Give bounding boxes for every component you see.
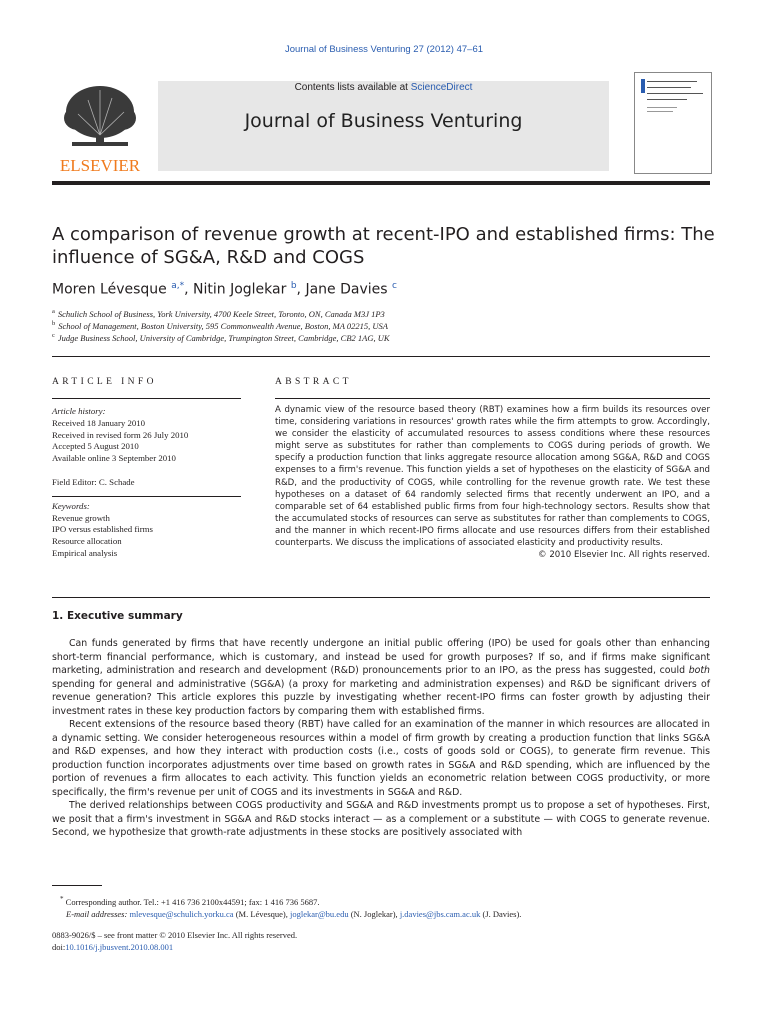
section-heading: 1. Executive summary: [52, 610, 183, 622]
article-info-rule: [52, 398, 241, 399]
header-rule: [52, 181, 710, 185]
keywords-label: Keywords:: [52, 500, 90, 511]
abstract-heading: ABSTRACT: [275, 377, 352, 387]
corresponding-author-text: Corresponding author. Tel.: +1 416 736 2100x44591; fax: 1 416 736 5687.: [65, 896, 320, 907]
paragraph: The derived relationships between COGS productivity and SG&A and R&D investments prompt us to propose a set of hypotheses. First, we posit that a firm's investment in SG&A and R&D stocks interact — as a complement or a substitute — with COGS to generate revenue. Second, we hypothesize that growth-rate adjustments in these stocks are positively associated with: [52, 800, 710, 838]
abstract-copyright: © 2010 Elsevier Inc. All rights reserved.: [538, 550, 710, 561]
abstract-rule: [275, 398, 710, 399]
doi-prefix: doi:: [52, 942, 66, 952]
journal-cover: [634, 72, 712, 174]
affiliation: [52, 320, 388, 331]
history-item: Available online 3 September 2010: [52, 453, 176, 464]
journal-cover-thumbnail-icon: [635, 73, 711, 173]
author-name: Nitin Joglekar: [193, 281, 287, 298]
affiliation-text: Schulich School of Business, York University, 4700 Keele Street, Toronto, ON, Canada M3J 1P3: [57, 308, 385, 319]
paper-title: A comparison of revenue growth at recent-IPO and established firms: The influence of SG&A, R&D and COGS: [52, 224, 715, 268]
affiliation-text: Judge Business School, University of Cambridge, Trumpington Street, Cambridge, CB2 1AG, UK: [57, 332, 390, 343]
affiliation-mark: b: [52, 320, 56, 327]
author-affiliation-mark[interactable]: c: [392, 281, 397, 291]
history-item: Accepted 5 August 2010: [52, 441, 139, 452]
field-editor: Field Editor: C. Schade: [52, 476, 135, 487]
article-info: [52, 406, 242, 560]
sciencedirect-link[interactable]: ScienceDirect: [410, 82, 473, 93]
paragraph-text: Can funds generated by firms that have recently undergone an initial public offering (IPO) be used for goals other than enhancing short-term financial performance, which is customary, and instead be used for growth purposes? If so, and if firms make significant marketing, administration and research and development (R&D) pronouncements prior to an IPO, as the press has suggested, could: [52, 638, 710, 676]
issn-line: 0883-9026/$ – see front matter © 2010 Elsevier Inc. All rights reserved.: [52, 930, 298, 940]
journal-reference[interactable]: Journal of Business Venturing 27 (2012) 47–61: [284, 44, 484, 55]
author-name: Moren Lévesque: [52, 281, 167, 298]
article-info-heading: ARTICLE INFO: [52, 377, 157, 387]
affiliation-text: School of Management, Boston University, 595 Commonwealth Avenue, Boston, MA 02215, USA: [58, 320, 388, 331]
author-separator: ,: [296, 281, 306, 298]
email-link[interactable]: j.davies@jbs.cam.ac.uk: [399, 908, 481, 919]
history-item: Received 18 January 2010: [52, 417, 146, 428]
keywords-rule: [52, 496, 241, 497]
body-text: [52, 637, 710, 840]
email-owner: (M. Lévesque),: [233, 908, 290, 919]
keyword: Revenue growth: [52, 512, 110, 523]
doi-line: [52, 941, 297, 953]
journal-title: Journal of Business Venturing: [244, 110, 523, 132]
email-link[interactable]: mlevesque@schulich.yorku.ca: [129, 908, 234, 919]
keyword: IPO versus established firms: [52, 524, 153, 535]
author-affiliation-mark[interactable]: b: [290, 281, 297, 291]
email-link[interactable]: joglekar@bu.edu: [290, 908, 349, 919]
publisher-name: ELSEVIER: [59, 156, 141, 175]
emphasis: both: [688, 665, 710, 676]
section-divider: [52, 597, 710, 598]
elsevier-logo: [48, 80, 152, 175]
doi-link[interactable]: 10.1016/j.jbusvent.2010.08.001: [65, 942, 174, 952]
front-matter: [52, 929, 297, 953]
footnote-mark: *: [60, 895, 64, 903]
paragraph-text: spending for general and administrative (SG&A) (a proxy for marketing and administration expenses) and R&D be significant drivers of revenue generation? This article explores this puzzle by investigating whether recent-IPO firms can foster growth by adjusting their investment rates in these key production factors by comparing them with established firms.: [52, 678, 710, 717]
author-affiliation-mark[interactable]: a,*: [171, 281, 185, 291]
email-owner: (N. Joglekar),: [348, 908, 400, 919]
author-separator: ,: [184, 281, 194, 298]
footnote-rule: [52, 885, 102, 886]
paragraph: [52, 637, 710, 718]
abstract-text: A dynamic view of the resource based theory (RBT) examines how a firm builds its resources over time, considering variations in resources' growth rates while the firm attempts to grow. Accordingly, we consider the elasticity of accumulated resources to assess conditions where these resources might serve as substitutes for rather than complements to COGS during periods of growth. We specify a production function that links aggregate resource allocation among SG&A, R&D and COGS expenses to a firm's revenue. This function yields a set of hypotheses on the elasticity of SG&A and R&D, and the productivity of COGS, while controlling for the revenue growth rate. We test these hypotheses on a dataset of 64 randomly selected firms that recently underwent an IPO, and a comparable set of 64 established public firms from four high-technology sectors. Results show that the accumulated stocks of resources can serve as substitutes for rather than complements to COGS, and the manner in which recent-IPO firms allocate and use resources differs from their established counterparts. We discuss the implications of associated elasticity and productivity results.: [275, 405, 710, 549]
abstract-body: [275, 404, 710, 561]
keyword: Empirical analysis: [52, 547, 118, 558]
email-addresses: [52, 908, 710, 920]
email-label: E-mail addresses:: [66, 908, 128, 919]
email-owner: (J. Davies).: [480, 908, 522, 919]
affiliation: [52, 332, 390, 343]
affiliation: [52, 308, 385, 319]
affiliation-mark: a: [52, 308, 55, 315]
history-item: Received in revised form 26 July 2010: [52, 429, 189, 440]
affiliation-mark: c: [52, 332, 55, 339]
author-name: Jane Davies: [305, 281, 388, 298]
corresponding-author-note: [52, 893, 710, 908]
contents-line: [158, 82, 609, 93]
footnote: [52, 893, 710, 920]
paragraph: Recent extensions of the resource based theory (RBT) have called for an examination of the manner in which resources are allocated in a dynamic setting. We consider heterogeneous resources within a model of firm growth by creating a production function that links SG&A and R&D expenses, and how they interact with production costs (i.e., costs of goods sold or COGS), to generate firm revenue. This production function incorporates adjustments over time based on growth rates in SG&A and R&D spending, which are influenced by the portion of revenues a firm allocates to each activity. This function yields an econometric relation between COGS productivity, or more specifically, the firm's revenue per unit of COGS and its investments in SG&A and R&D.: [52, 719, 710, 798]
author-list: [52, 281, 397, 298]
history-label: Article history:: [52, 406, 106, 416]
contents-prefix: Contents lists available at: [294, 82, 411, 93]
keyword: Resource allocation: [52, 536, 122, 547]
elsevier-tree-icon: [48, 80, 152, 175]
section-divider: [52, 356, 710, 357]
